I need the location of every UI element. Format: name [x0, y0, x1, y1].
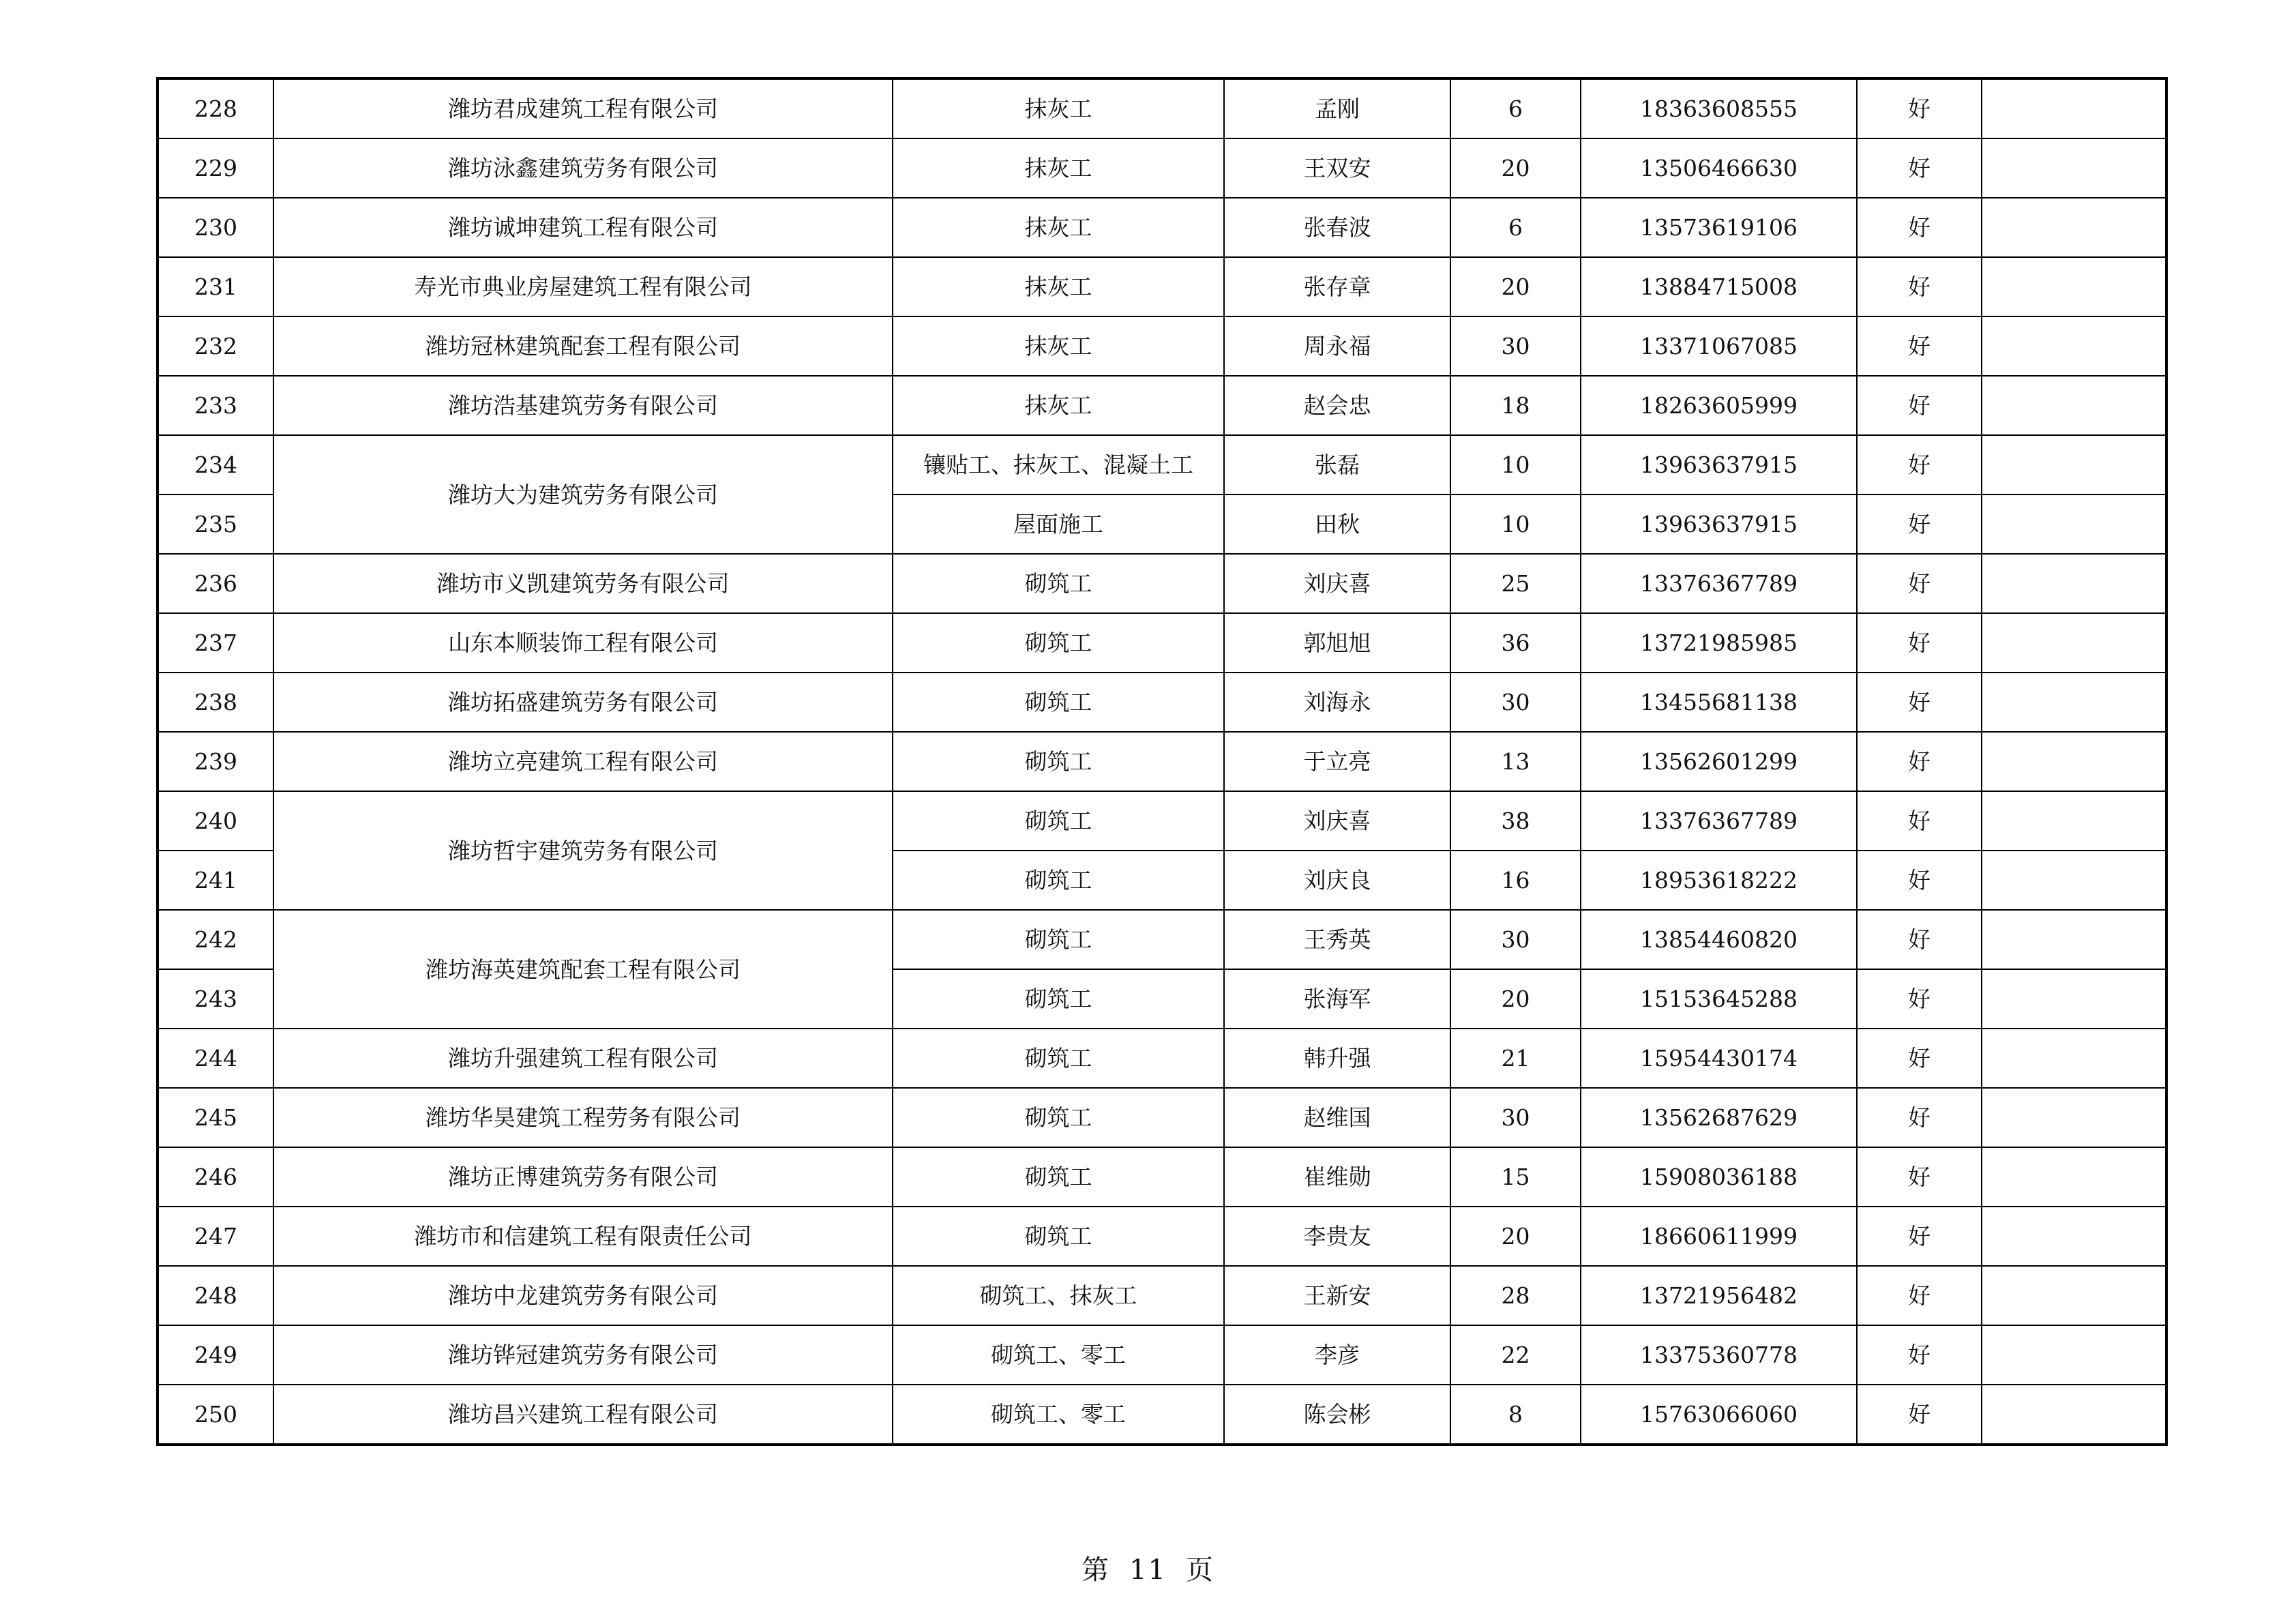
trade-type: 屋面施工	[893, 494, 1224, 554]
table-row	[158, 316, 2166, 376]
row-number: 244	[158, 1029, 273, 1088]
trade-type: 砌筑工	[893, 910, 1224, 969]
team-leader: 赵维国	[1224, 1088, 1450, 1147]
worker-count: 38	[1450, 791, 1581, 851]
remark	[1982, 138, 2166, 198]
table-row	[158, 1325, 2166, 1385]
trade-type: 砌筑工	[893, 969, 1224, 1029]
row-number: 236	[158, 554, 273, 613]
remark	[1982, 1088, 2166, 1147]
remark	[1982, 1266, 2166, 1325]
table-row	[158, 257, 2166, 316]
trade-type: 砌筑工	[893, 1207, 1224, 1266]
team-leader: 李彦	[1224, 1325, 1450, 1385]
row-number: 246	[158, 1147, 273, 1207]
company-name: 潍坊市和信建筑工程有限责任公司	[273, 1207, 893, 1266]
company-name: 潍坊市义凯建筑劳务有限公司	[273, 554, 893, 613]
worker-count: 6	[1450, 198, 1581, 257]
trade-type: 砌筑工	[893, 1029, 1224, 1088]
trade-type: 抹灰工	[893, 316, 1224, 376]
team-leader: 于立亮	[1224, 732, 1450, 791]
remark	[1982, 78, 2166, 138]
company-name: 山东本顺装饰工程有限公司	[273, 613, 893, 673]
rating: 好	[1857, 78, 1982, 138]
table-row	[158, 791, 2166, 851]
row-number: 235	[158, 494, 273, 554]
company-name: 潍坊升强建筑工程有限公司	[273, 1029, 893, 1088]
phone-number: 15763066060	[1581, 1385, 1857, 1445]
team-leader: 王秀英	[1224, 910, 1450, 969]
table-row	[158, 376, 2166, 435]
team-leader: 张磊	[1224, 435, 1450, 494]
rating: 好	[1857, 554, 1982, 613]
team-leader: 刘庆喜	[1224, 791, 1450, 851]
worker-count: 20	[1450, 138, 1581, 198]
trade-type: 抹灰工	[893, 198, 1224, 257]
rating: 好	[1857, 1325, 1982, 1385]
worker-count: 30	[1450, 910, 1581, 969]
rating: 好	[1857, 910, 1982, 969]
remark	[1982, 1029, 2166, 1088]
worker-count: 13	[1450, 732, 1581, 791]
row-number: 234	[158, 435, 273, 494]
phone-number: 13854460820	[1581, 910, 1857, 969]
phone-number: 13963637915	[1581, 435, 1857, 494]
row-number: 248	[158, 1266, 273, 1325]
rating: 好	[1857, 316, 1982, 376]
row-number: 242	[158, 910, 273, 969]
row-number: 229	[158, 138, 273, 198]
rating: 好	[1857, 851, 1982, 910]
phone-number: 13573619106	[1581, 198, 1857, 257]
table-row	[158, 1147, 2166, 1207]
rating: 好	[1857, 1266, 1982, 1325]
team-leader: 周永福	[1224, 316, 1450, 376]
company-name: 潍坊昌兴建筑工程有限公司	[273, 1385, 893, 1445]
phone-number: 18363608555	[1581, 78, 1857, 138]
table-row	[158, 198, 2166, 257]
rating: 好	[1857, 1207, 1982, 1266]
table-row	[158, 1266, 2166, 1325]
remark	[1982, 257, 2166, 316]
table-row	[158, 435, 2166, 494]
trade-type: 抹灰工	[893, 257, 1224, 316]
remark	[1982, 1207, 2166, 1266]
table-row	[158, 1088, 2166, 1147]
rating: 好	[1857, 673, 1982, 732]
rating: 好	[1857, 257, 1982, 316]
remark	[1982, 1325, 2166, 1385]
row-number: 233	[158, 376, 273, 435]
trade-type: 砌筑工	[893, 613, 1224, 673]
rating: 好	[1857, 376, 1982, 435]
phone-number: 15153645288	[1581, 969, 1857, 1029]
worker-count: 15	[1450, 1147, 1581, 1207]
row-number: 239	[158, 732, 273, 791]
table-row	[158, 1385, 2166, 1445]
company-name: 潍坊海英建筑配套工程有限公司	[273, 910, 893, 1029]
rating: 好	[1857, 138, 1982, 198]
rating: 好	[1857, 435, 1982, 494]
rating: 好	[1857, 1385, 1982, 1445]
trade-type: 镶贴工、抹灰工、混凝土工	[893, 435, 1224, 494]
table-row	[158, 673, 2166, 732]
team-leader: 张春波	[1224, 198, 1450, 257]
remark	[1982, 969, 2166, 1029]
phone-number: 13721985985	[1581, 613, 1857, 673]
footer-prefix: 第	[1082, 1554, 1111, 1586]
remark	[1982, 376, 2166, 435]
company-name: 潍坊立亮建筑工程有限公司	[273, 732, 893, 791]
row-number: 240	[158, 791, 273, 851]
row-number: 228	[158, 78, 273, 138]
row-number: 250	[158, 1385, 273, 1445]
team-leader: 韩升强	[1224, 1029, 1450, 1088]
contractor-table	[156, 77, 2168, 1446]
phone-number: 15954430174	[1581, 1029, 1857, 1088]
team-leader: 刘海永	[1224, 673, 1450, 732]
phone-number: 13963637915	[1581, 494, 1857, 554]
worker-count: 18	[1450, 376, 1581, 435]
worker-count: 30	[1450, 673, 1581, 732]
trade-type: 抹灰工	[893, 376, 1224, 435]
remark	[1982, 673, 2166, 732]
team-leader: 李贵友	[1224, 1207, 1450, 1266]
remark	[1982, 1147, 2166, 1207]
phone-number: 18263605999	[1581, 376, 1857, 435]
table-row	[158, 78, 2166, 138]
trade-type: 砌筑工	[893, 1088, 1224, 1147]
trade-type: 砌筑工、零工	[893, 1325, 1224, 1385]
trade-type: 砌筑工	[893, 1147, 1224, 1207]
worker-count: 16	[1450, 851, 1581, 910]
team-leader: 刘庆喜	[1224, 554, 1450, 613]
table-row	[158, 138, 2166, 198]
company-name: 潍坊中龙建筑劳务有限公司	[273, 1266, 893, 1325]
remark	[1982, 494, 2166, 554]
worker-count: 25	[1450, 554, 1581, 613]
team-leader: 陈会彬	[1224, 1385, 1450, 1445]
worker-count: 6	[1450, 78, 1581, 138]
row-number: 241	[158, 851, 273, 910]
row-number: 230	[158, 198, 273, 257]
team-leader: 张存章	[1224, 257, 1450, 316]
company-name: 潍坊铧冠建筑劳务有限公司	[273, 1325, 893, 1385]
row-number: 238	[158, 673, 273, 732]
row-number: 237	[158, 613, 273, 673]
phone-number: 18953618222	[1581, 851, 1857, 910]
remark	[1982, 791, 2166, 851]
team-leader: 赵会忠	[1224, 376, 1450, 435]
company-name: 寿光市典业房屋建筑工程有限公司	[273, 257, 893, 316]
company-name: 潍坊诚坤建筑工程有限公司	[273, 198, 893, 257]
remark	[1982, 613, 2166, 673]
company-name: 潍坊浩基建筑劳务有限公司	[273, 376, 893, 435]
row-number: 247	[158, 1207, 273, 1266]
phone-number: 13506466630	[1581, 138, 1857, 198]
worker-count: 20	[1450, 969, 1581, 1029]
rating: 好	[1857, 198, 1982, 257]
company-name: 潍坊大为建筑劳务有限公司	[273, 435, 893, 554]
phone-number: 13721956482	[1581, 1266, 1857, 1325]
row-number: 231	[158, 257, 273, 316]
team-leader: 刘庆良	[1224, 851, 1450, 910]
phone-number: 13884715008	[1581, 257, 1857, 316]
team-leader: 王双安	[1224, 138, 1450, 198]
row-number: 232	[158, 316, 273, 376]
trade-type: 砌筑工	[893, 851, 1224, 910]
team-leader: 崔维勋	[1224, 1147, 1450, 1207]
remark	[1982, 554, 2166, 613]
phone-number: 13455681138	[1581, 673, 1857, 732]
trade-type: 抹灰工	[893, 78, 1224, 138]
page-number: 11	[1129, 1554, 1167, 1586]
rating: 好	[1857, 1029, 1982, 1088]
worker-count: 28	[1450, 1266, 1581, 1325]
company-name: 潍坊泳鑫建筑劳务有限公司	[273, 138, 893, 198]
company-name: 潍坊冠林建筑配套工程有限公司	[273, 316, 893, 376]
remark	[1982, 435, 2166, 494]
row-number: 249	[158, 1325, 273, 1385]
phone-number: 13562687629	[1581, 1088, 1857, 1147]
row-number: 245	[158, 1088, 273, 1147]
worker-count: 20	[1450, 257, 1581, 316]
team-leader: 王新安	[1224, 1266, 1450, 1325]
worker-count: 21	[1450, 1029, 1581, 1088]
team-leader: 张海军	[1224, 969, 1450, 1029]
company-name: 潍坊哲宇建筑劳务有限公司	[273, 791, 893, 910]
rating: 好	[1857, 1088, 1982, 1147]
rating: 好	[1857, 494, 1982, 554]
worker-count: 30	[1450, 1088, 1581, 1147]
table-body	[158, 78, 2166, 1445]
worker-count: 20	[1450, 1207, 1581, 1266]
team-leader: 孟刚	[1224, 78, 1450, 138]
remark	[1982, 1385, 2166, 1445]
company-name: 潍坊华昊建筑工程劳务有限公司	[273, 1088, 893, 1147]
trade-type: 砌筑工	[893, 732, 1224, 791]
table-row	[158, 554, 2166, 613]
footer-suffix: 页	[1185, 1554, 1214, 1586]
worker-count: 10	[1450, 435, 1581, 494]
rating: 好	[1857, 791, 1982, 851]
rating: 好	[1857, 969, 1982, 1029]
phone-number: 13371067085	[1581, 316, 1857, 376]
remark	[1982, 316, 2166, 376]
worker-count: 30	[1450, 316, 1581, 376]
phone-number: 13375360778	[1581, 1325, 1857, 1385]
trade-type: 砌筑工、零工	[893, 1385, 1224, 1445]
remark	[1982, 198, 2166, 257]
trade-type: 砌筑工	[893, 554, 1224, 613]
phone-number: 18660611999	[1581, 1207, 1857, 1266]
remark	[1982, 732, 2166, 791]
worker-count: 36	[1450, 613, 1581, 673]
trade-type: 抹灰工	[893, 138, 1224, 198]
worker-count: 22	[1450, 1325, 1581, 1385]
table-row	[158, 910, 2166, 969]
row-number: 243	[158, 969, 273, 1029]
phone-number: 13376367789	[1581, 791, 1857, 851]
page-footer	[0, 1548, 2296, 1587]
team-leader: 郭旭旭	[1224, 613, 1450, 673]
trade-type: 砌筑工、抹灰工	[893, 1266, 1224, 1325]
worker-count: 10	[1450, 494, 1581, 554]
table-row	[158, 1029, 2166, 1088]
trade-type: 砌筑工	[893, 673, 1224, 732]
company-name: 潍坊正博建筑劳务有限公司	[273, 1147, 893, 1207]
rating: 好	[1857, 1147, 1982, 1207]
table-row	[158, 1207, 2166, 1266]
remark	[1982, 910, 2166, 969]
rating: 好	[1857, 613, 1982, 673]
remark	[1982, 851, 2166, 910]
phone-number: 13562601299	[1581, 732, 1857, 791]
phone-number: 15908036188	[1581, 1147, 1857, 1207]
table-row	[158, 732, 2166, 791]
worker-count: 8	[1450, 1385, 1581, 1445]
company-name: 潍坊拓盛建筑劳务有限公司	[273, 673, 893, 732]
table-row	[158, 613, 2166, 673]
phone-number: 13376367789	[1581, 554, 1857, 613]
company-name: 潍坊君成建筑工程有限公司	[273, 78, 893, 138]
rating: 好	[1857, 732, 1982, 791]
trade-type: 砌筑工	[893, 791, 1224, 851]
team-leader: 田秋	[1224, 494, 1450, 554]
